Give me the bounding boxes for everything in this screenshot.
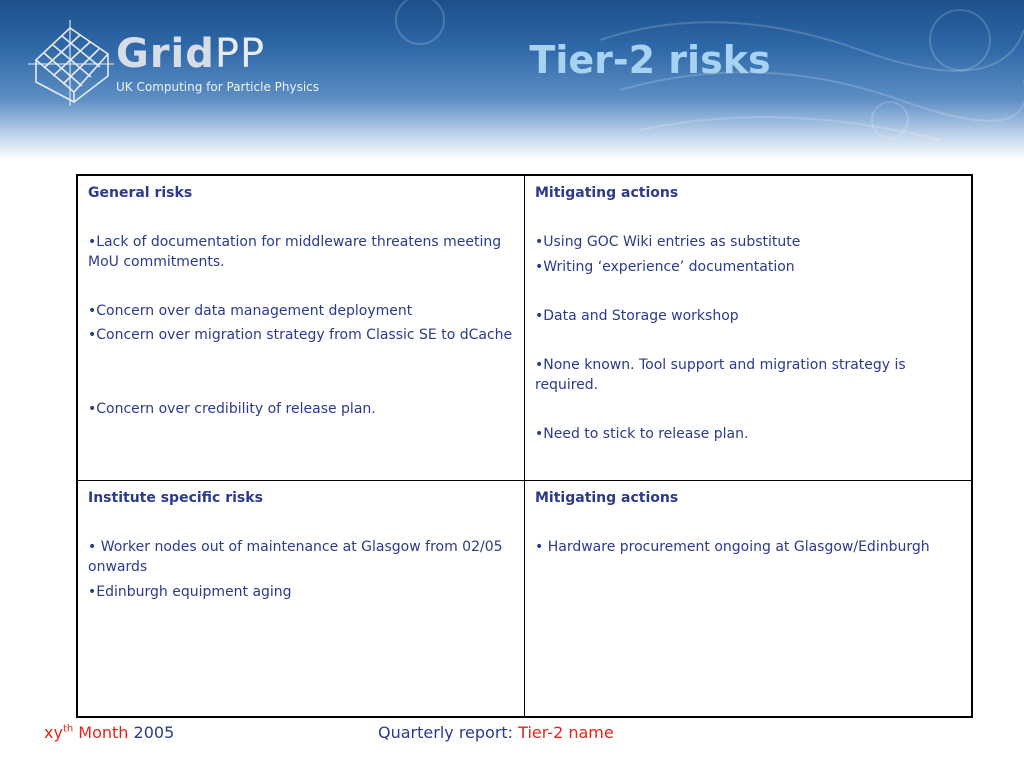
date-xy: xy [44, 723, 63, 742]
general-risks-heading: General risks [88, 185, 193, 201]
risk-item: •Lack of documentation for middleware threatens meeting MoU commitments. [88, 234, 502, 270]
gridpp-logo-wordmark [116, 30, 265, 78]
risk-item: •Concern over credibility of release plan. [88, 401, 376, 417]
general-risks-cell [77, 175, 525, 481]
slide-header [0, 0, 1024, 160]
institute-risks-cell [77, 481, 525, 718]
date-suffix: th [62, 723, 74, 735]
mitigation-item: •Data and Storage workshop [535, 308, 739, 324]
mitigation-item: • Hardware procurement ongoing at Glasgow/Edinburgh [535, 539, 930, 555]
risk-item: •Edinburgh equipment aging [88, 584, 292, 600]
institute-risks-heading: Institute specific risks [88, 490, 263, 506]
institute-risks-row [77, 481, 972, 718]
mitigating-actions-heading: Mitigating actions [535, 185, 679, 201]
logo-tagline: UK Computing for Particle Physics [116, 80, 320, 94]
footer-date [44, 723, 174, 742]
mitigation-item: •None known. Tool support and migration strategy is required. [535, 357, 906, 393]
mitigation-item: •Using GOC Wiki entries as substitute [535, 234, 801, 250]
logo-word-bold: Grid [116, 31, 215, 77]
risk-item: •Concern over data management deployment [88, 303, 413, 319]
general-risks-row [77, 175, 972, 481]
mitigating-actions-heading: Mitigating actions [535, 490, 679, 506]
institute-mitigation-cell [525, 481, 973, 718]
risk-item: • Worker nodes out of maintenance at Glasgow from 02/05 onwards [88, 539, 503, 575]
date-year: 2005 [133, 723, 175, 742]
date-month: Month [78, 723, 129, 742]
grid-mesh-icon [28, 20, 114, 106]
footer-report [378, 723, 614, 742]
slide-title: Tier-2 risks [529, 38, 771, 82]
general-mitigation-cell [525, 175, 973, 481]
risks-table [76, 174, 973, 718]
risk-item: •Concern over migration strategy from Classic SE to dCache [88, 327, 513, 343]
report-name: Tier-2 name [518, 723, 614, 742]
report-label: Quarterly report: [378, 723, 514, 742]
mitigation-item: •Writing ‘experience’ documentation [535, 259, 795, 275]
logo-word-light: PP [214, 31, 266, 77]
mitigation-item: •Need to stick to release plan. [535, 426, 749, 442]
